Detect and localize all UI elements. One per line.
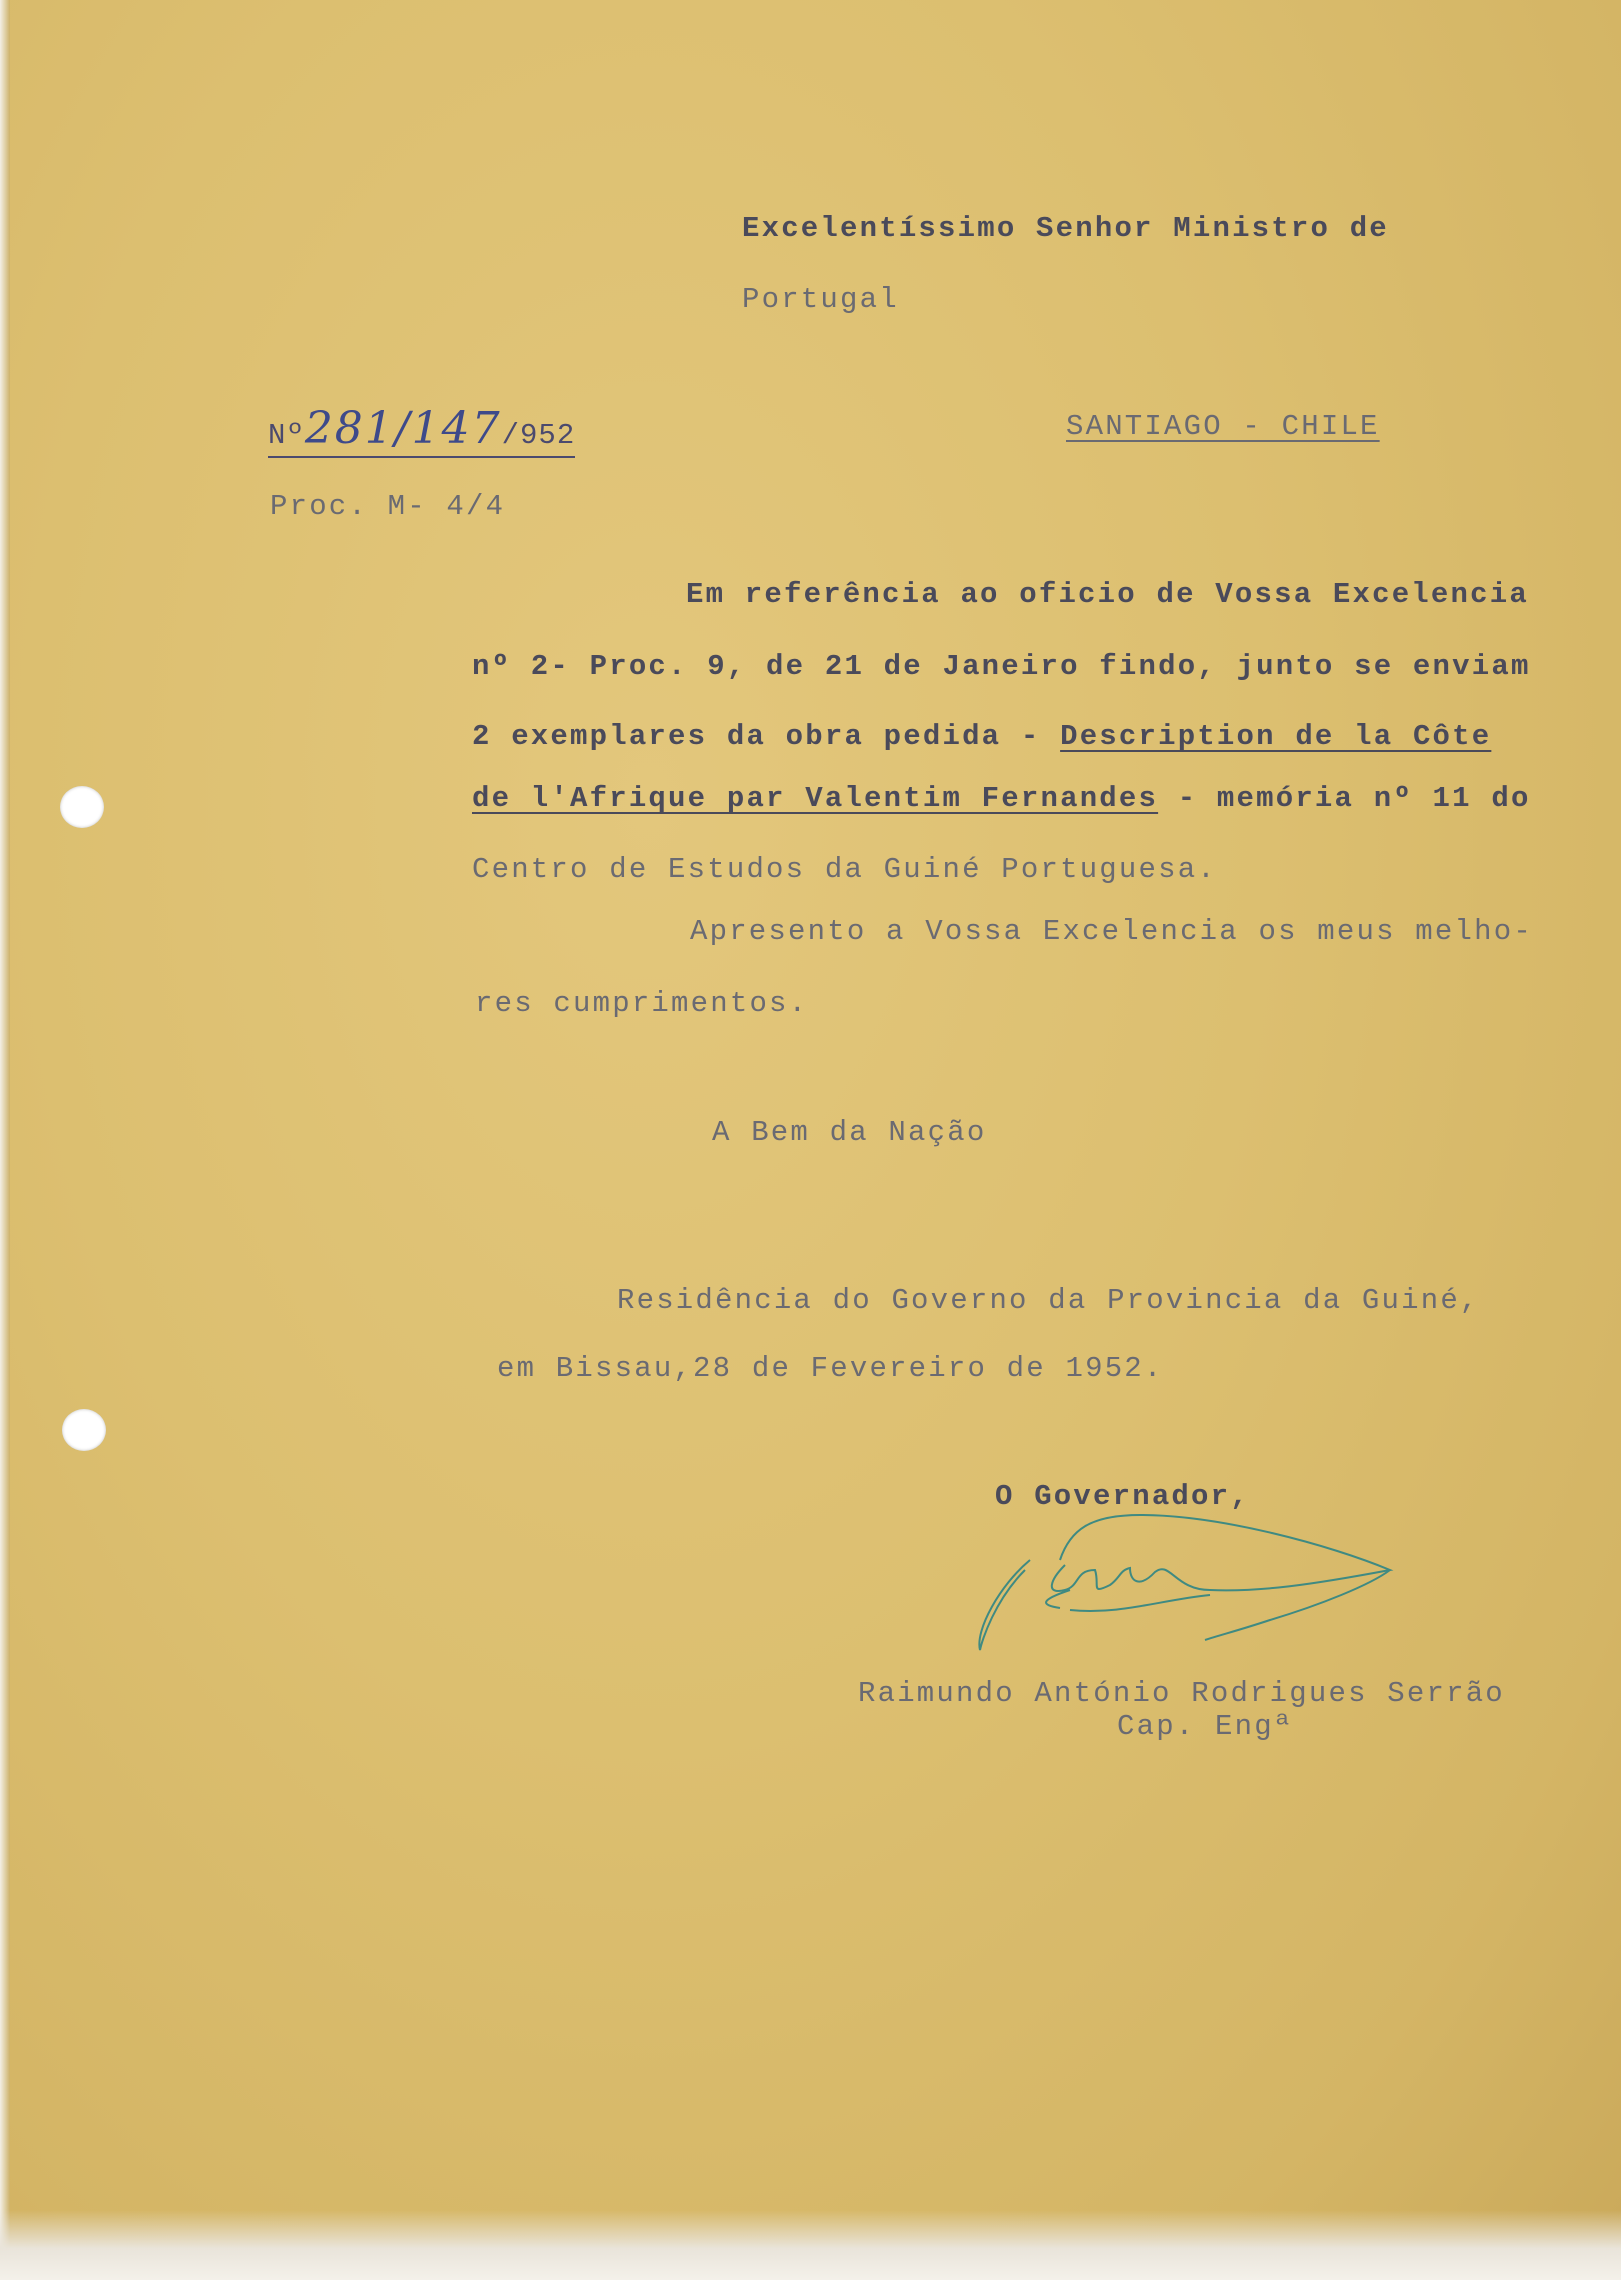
body-line-3 bbox=[472, 720, 1491, 753]
addressee-line-1: Excelentíssimo Senhor Ministro de bbox=[742, 212, 1389, 245]
closing-formula: A Bem da Nação bbox=[712, 1116, 987, 1149]
reference-number bbox=[268, 403, 575, 458]
signatory-name: Raimundo António Rodrigues Serrão bbox=[858, 1677, 1505, 1710]
reference-prefix: Nº bbox=[268, 419, 305, 452]
destination-city: SANTIAGO - CHILE bbox=[1066, 410, 1380, 443]
body-line-4-end: - memória nº 11 do bbox=[1158, 782, 1531, 815]
addressee-line-2: Portugal bbox=[742, 283, 899, 316]
date-line: em Bissau,28 de Fevereiro de 1952. bbox=[497, 1352, 1164, 1385]
body-line-1: Em referência ao oficio de Vossa Excelencia bbox=[686, 578, 1529, 611]
book-title-part-2: de l'Afrique par Valentim Fernandes bbox=[472, 782, 1159, 815]
body-line-5: Centro de Estudos da Guiné Portuguesa. bbox=[472, 853, 1217, 886]
body-line-7: res cumprimentos. bbox=[475, 987, 809, 1020]
place-line: Residência do Governo da Provincia da Guiné, bbox=[617, 1284, 1480, 1317]
book-title-part-1: Description de la Côte bbox=[1060, 720, 1492, 753]
signature-icon bbox=[970, 1490, 1450, 1670]
process-number: Proc. M- 4/4 bbox=[270, 490, 506, 523]
body-line-3-start: 2 exemplares da obra pedida - bbox=[472, 720, 1061, 753]
body-line-6: Apresento a Vossa Excelencia os meus melho- bbox=[690, 915, 1533, 948]
punch-hole-icon bbox=[62, 1409, 106, 1451]
punch-hole-icon bbox=[60, 786, 104, 828]
body-line-4 bbox=[472, 782, 1531, 815]
paper-left-edge bbox=[0, 0, 10, 2280]
body-line-2: nº 2- Proc. 9, de 21 de Janeiro findo, junto se enviam bbox=[472, 650, 1531, 683]
paper-bottom-edge bbox=[0, 2210, 1621, 2280]
signatory-title: O Governador, bbox=[995, 1480, 1250, 1513]
reference-handwritten: 281/147 bbox=[304, 403, 502, 454]
signatory-rank: Cap. Engª bbox=[1117, 1710, 1294, 1743]
reference-year: /952 bbox=[501, 419, 576, 452]
